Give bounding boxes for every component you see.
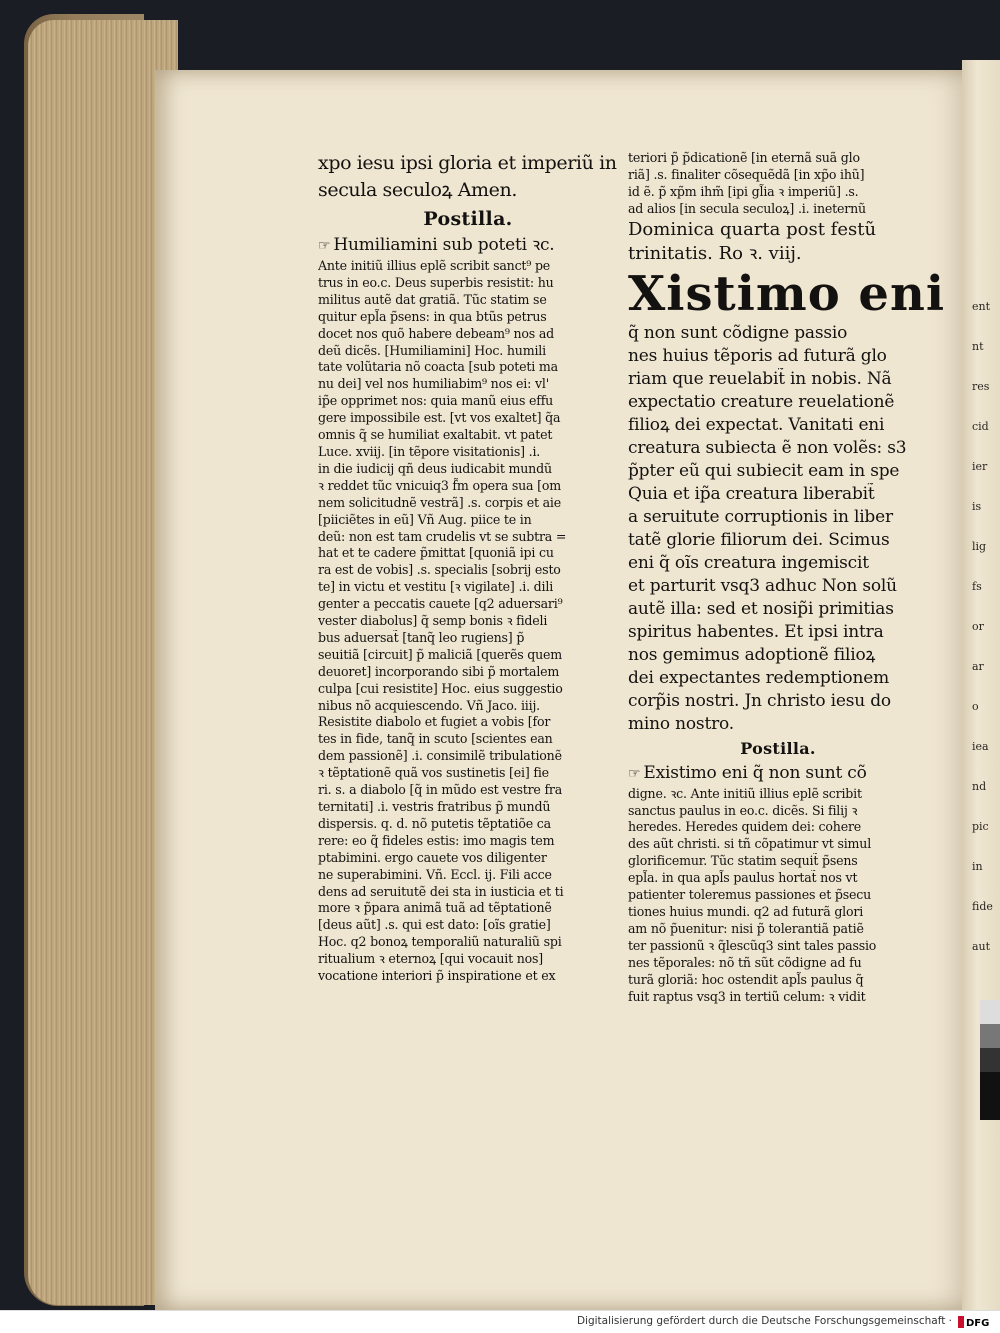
dfg-logo: [958, 1314, 994, 1330]
postilla-heading: Postilla.: [740, 738, 816, 758]
text-line: tiones huius mundi. q2 ad futurã glori: [628, 903, 864, 919]
text-line: nibus nõ acquiescendo. Vñ Jaco. iiij.: [318, 697, 540, 713]
edge-fragment: cid: [972, 420, 989, 433]
edge-fragment: iea: [972, 740, 989, 753]
text-line: seuitiã [circuit] p̃ maliciã [querẽs quem: [318, 646, 563, 662]
facing-page-edge: [962, 60, 1000, 1310]
edge-fragment: nt: [972, 340, 984, 353]
text-line: et parturit vsq3 adhuc Non solũ: [628, 575, 897, 596]
text-line: more ꝛ p̃para animã tuã ad tẽptationẽ: [318, 900, 552, 916]
text-line: des aũt christi. si tñ cõpatimur vt simul: [628, 836, 872, 852]
text-line: ip̃e opprimet nos: quia manũ eius effu: [318, 393, 554, 409]
lemma-line: [628, 762, 928, 786]
text-line: p̃pter eũ qui subiecit eam in spe: [628, 460, 900, 481]
text-line: in die iudicij qñ deus iudicabit mundũ: [318, 460, 552, 476]
lemma-line: [318, 234, 618, 258]
edge-fragment: o: [972, 700, 979, 713]
text-line: culpa [cui resistite] Hoc. eius suggestio: [318, 680, 563, 696]
text-line: rere: eo q̃ fideles estis: imo magis tem: [318, 832, 555, 848]
edge-fragment: aut: [972, 940, 991, 953]
edge-fragment: or: [972, 620, 984, 633]
text-line: riã] .s. finaliter cõsequẽdã [in xp̃o ihũ]: [628, 166, 865, 182]
text-line: tatẽ glorie filiorum dei. Scimus: [628, 529, 890, 550]
epistle-text: [628, 322, 928, 736]
text-line: mino nostro.: [628, 713, 734, 734]
text-line: am nõ p̃uenitur: nisi p̃ tolerantiã patiẽ: [628, 920, 864, 936]
text-line: dispersis. q. d. nõ putetis tẽptatiõe ca: [318, 815, 551, 831]
text-line: sanctus paulus in eo.c. dicẽs. Si filij ꝛ: [628, 802, 858, 818]
commentary-body: [628, 786, 928, 1006]
edge-fragment: ent: [972, 300, 991, 313]
text-line: glorificemur. Tũc statim sequit̃ p̃sens: [628, 853, 858, 869]
text-line: a seruitute corruptionis in liber: [628, 506, 893, 527]
pointing-hand-icon: ☞: [318, 238, 331, 254]
dominica-title: Dominica quarta post festũ: [628, 218, 877, 240]
text-line: militus autẽ dat gratiã. Tũc statim se: [318, 291, 547, 307]
text-line: creatura subiecta ẽ non volẽs: s3: [628, 437, 907, 458]
text-line: dens ad seruitutẽ dei sta in iusticia et ti: [318, 883, 564, 899]
text-line: nos gemimus adoptionẽ filioꝝ: [628, 644, 876, 665]
text-line: vocatione interiori p̃ inspiratione et ex: [318, 968, 556, 984]
commentary-body: [318, 258, 618, 985]
text-line: nes huius tẽporis ad futurã glo: [628, 345, 887, 366]
text-line: teriori p̃ p̃dicationẽ [in eternã suã glo: [628, 150, 860, 165]
text-line: corp̃is nostri. Jn christo iesu do: [628, 690, 891, 711]
text-line: [deus aũt] .s. qui est dato: [oĩs gratie]: [318, 917, 551, 933]
text-line: Ante initiũ illius eplẽ scribit sanct⁹ pe: [318, 258, 551, 273]
edge-fragment: is: [972, 500, 982, 513]
text-line: trus in eo.c. Deus superbis resistit: hu: [318, 274, 554, 290]
text-line: deũ: non est tam crudelis vt se subtra =: [318, 528, 567, 544]
text-line: ri. s. a diabolo [q̃ in mũdo est vestre fra: [318, 782, 563, 798]
edge-fragment: nd: [972, 780, 987, 793]
postilla-heading: Postilla.: [423, 208, 513, 230]
pointing-hand-icon: ☞: [628, 765, 641, 782]
text-line: epl̃a. in qua apl̃s paulus hortat̃ nos vt: [628, 870, 858, 886]
edge-fragment: lig: [972, 540, 987, 553]
dominica-title: trinitatis. Ro ꝛ. viij.: [628, 242, 802, 264]
text-line: dei expectantes redemptionem: [628, 667, 889, 688]
edge-fragment: res: [972, 380, 990, 393]
text-line: vester diabolus] q̃ semp bonis ꝛ fideli: [318, 613, 548, 629]
text-line: riam que reuelabit̃ in nobis. Nã: [628, 368, 892, 389]
text-line: autẽ illa: sed et nosip̃i primitias: [628, 598, 894, 619]
lemma-text: Humiliamini sub poteti ꝛc.: [333, 235, 555, 255]
text-line: ternitati] .i. vestris fratribus p̃ mundũ: [318, 799, 551, 814]
commentary-continuation: [628, 150, 928, 218]
text-line: ter passionũ ꝛ q̃lescũq3 sint tales passio: [628, 937, 877, 953]
text-line: Luce. xviij. [in tẽpore visitationis] .i.: [318, 443, 541, 459]
text-line: genter a peccatis cauete [q2 aduersari⁹: [318, 596, 563, 612]
text-line: quitur epl̃a p̃sens: in qua btũs petrus: [318, 308, 547, 324]
text-line: fuit raptus vsq3 in tertiũ celum: ꝛ vidit: [628, 988, 866, 1004]
text-line: expectatio creature reuelationẽ: [628, 391, 895, 412]
text-line: ptabimini. ergo cauete vos diligenter: [318, 849, 547, 865]
text-line: id ẽ. p̃ xp̃m ihm̃ [ipi gl̃ia ꝛ imperiũ] .s.: [628, 183, 859, 199]
edge-fragment: fs: [972, 580, 982, 593]
epistle-incipit: Xistimo eni: [628, 265, 946, 322]
edge-fragment: fide: [972, 900, 993, 913]
text-line: digne. ꝛc. Ante initiũ illius eplẽ scribit: [628, 785, 862, 801]
edge-fragment: in: [972, 860, 983, 873]
text-line: xpo iesu ipsi gloria et imperiũ in: [318, 152, 617, 174]
text-line: ꝛ tẽptationẽ quã vos sustinetis [ei] fie: [318, 765, 549, 781]
footer-bar: [0, 1310, 1000, 1333]
text-line: omnis q̃ se humiliat exaltabit. vt patet: [318, 427, 553, 443]
text-line: turã gloriã: hoc ostendit apl̃s paulus q̃: [628, 971, 864, 987]
text-line: filioꝝ dei expectat. Vanitati eni: [628, 414, 885, 435]
text-line: ad alios [in secula seculoꝝ] .i. ineternũ: [628, 200, 866, 216]
text-line: deuoret] incorporando sibi p̃ mortalem: [318, 663, 560, 679]
text-line: ra est de vobis] .s. specialis [sobrij esto: [318, 562, 561, 578]
right-text-column: [628, 150, 946, 1005]
left-text-column: [318, 150, 618, 985]
edge-fragment: ier: [972, 460, 988, 473]
color-calibration-strip: [980, 1000, 1000, 1120]
text-line: eni q̃ oĩs creatura ingemiscit: [628, 552, 869, 573]
dfg-logo-text: DFG: [966, 1318, 990, 1329]
text-line: q̃ non sunt cõdigne passio: [628, 322, 848, 343]
edge-fragment: ar: [972, 660, 984, 673]
text-line: nem solicitudnẽ vestrã] .s. corpis et aie: [318, 494, 562, 510]
text-line: Hoc. q2 bonoꝝ temporaliũ naturaliũ spi: [318, 934, 562, 950]
text-line: ritualium ꝛ eternoꝝ [qui vocauit nos]: [318, 951, 544, 967]
lemma-text: Existimo eni q̃ non sunt cõ: [643, 762, 867, 783]
text-line: ꝛ reddet tũc vnicuiq3 f̃m opera sua [om: [318, 477, 561, 493]
text-line: Resistite diabolo et fugiet a vobis [for: [318, 714, 551, 730]
text-line: dem passionẽ] .i. consimilẽ tribulationẽ: [318, 748, 562, 764]
text-line: bus aduersat̃ [tanq̃ leo rugiens] p̃: [318, 629, 525, 645]
text-line: [piiciẽtes in eũ] Vñ Aug. piice te in: [318, 511, 532, 527]
text-line: gere impossibile est. [vt vos exaltet] q̃a: [318, 410, 561, 426]
text-line: ne superabimini. Vñ. Eccl. ij. Fili acce: [318, 866, 552, 882]
funding-notice: Digitalisierung gefördert durch die Deutsche Forschungsgemeinschaft ·: [576, 1315, 952, 1327]
text-line: spiritus habentes. Et ipsi intra: [628, 621, 884, 642]
text-line: te] in victu et vestitu [ꝛ vigilate] .i. dili: [318, 579, 554, 595]
text-line: patienter toleremus passiones et p̃secu: [628, 887, 872, 903]
text-line: nu dei] vel nos humiliabim⁹ nos ei: vl': [318, 376, 549, 392]
text-line: tes in fide, tanq̃ in scuto [scientes ean: [318, 731, 553, 747]
text-line: Quia et ip̃a creatura liberabit̃: [628, 483, 875, 504]
text-line: deũ dicẽs. [Humiliamini] Hoc. humili: [318, 342, 546, 358]
text-line: docet nos quõ habere debeam⁹ nos ad: [318, 325, 555, 341]
text-line: hat et te cadere p̃mittat [quoniã ipi cu: [318, 545, 554, 561]
text-line: nes tẽporales: nõ tñ sũt cõdigne ad fu: [628, 954, 862, 970]
text-line: secula seculoꝝ Amen.: [318, 179, 517, 201]
text-line: heredes. Heredes quidem dei: cohere: [628, 819, 862, 835]
text-line: tate volũtaria nõ coacta [sub poteti ma: [318, 359, 558, 375]
edge-fragment: pic: [972, 820, 989, 833]
